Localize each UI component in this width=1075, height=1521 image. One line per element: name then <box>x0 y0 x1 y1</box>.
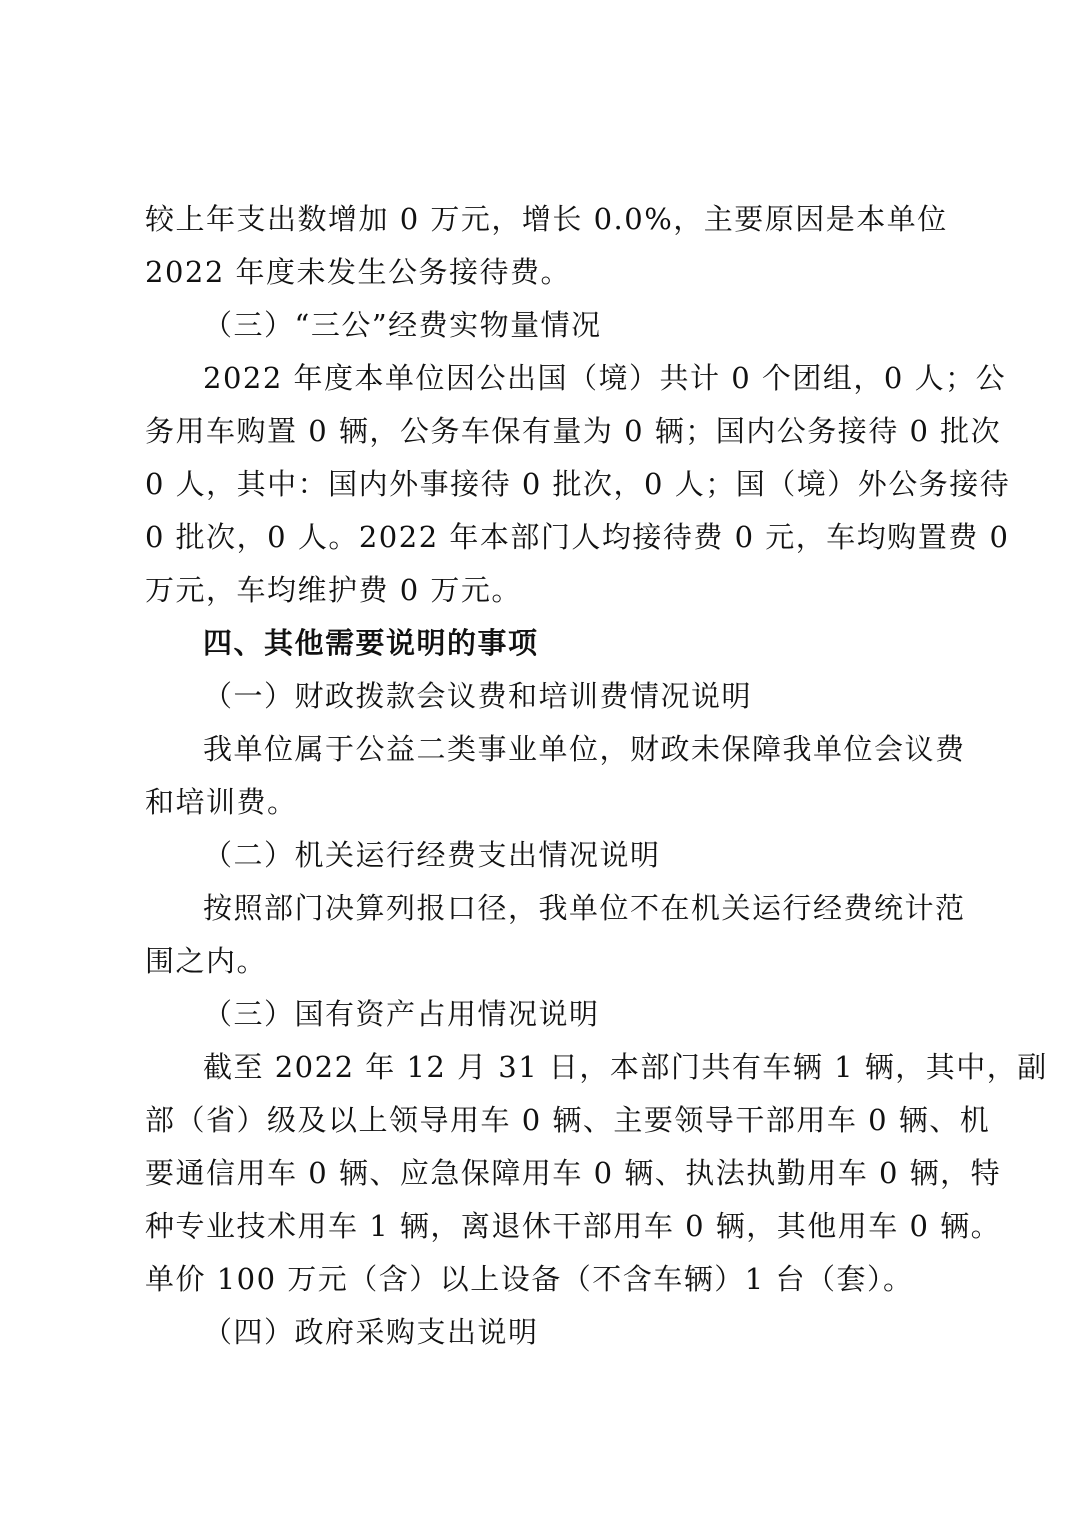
paragraph-line: 2022 年度未发生公务接待费。 <box>145 255 572 289</box>
paragraph-line: 2022 年度本单位因公出国（境）共计 0 个团组，0 人；公 <box>203 361 1007 395</box>
paragraph-line: 种专业技术用车 1 辆，离退休干部用车 0 辆，其他用车 0 辆。 <box>145 1209 1002 1243</box>
subsection-heading: （一）财政拨款会议费和培训费情况说明 <box>203 679 753 713</box>
paragraph-line: 围之内。 <box>145 944 268 978</box>
subsection-heading: （四）政府采购支出说明 <box>203 1315 539 1349</box>
document-body <box>145 193 1048 1359</box>
paragraph-line: 截至 2022 年 12 月 31 日，本部门共有车辆 1 辆，其中，副 <box>203 1050 1048 1084</box>
paragraph-line: 部（省）级及以上领导用车 0 辆、主要领导干部用车 0 辆、机 <box>145 1103 991 1137</box>
subsection-heading: （三）“三公”经费实物量情况 <box>203 308 602 342</box>
paragraph-line: 0 人，其中：国内外事接待 0 批次，0 人；国（境）外公务接待 <box>145 467 1011 501</box>
paragraph-line: 我单位属于公益二类事业单位，财政未保障我单位会议费 <box>203 732 966 766</box>
paragraph-line: 万元，车均维护费 0 万元。 <box>145 573 522 607</box>
section-heading: 四、其他需要说明的事项 <box>203 626 539 660</box>
paragraph-line: 0 批次，0 人。2022 年本部门人均接待费 0 元，车均购置费 0 <box>145 520 1010 554</box>
paragraph-line: 按照部门决算列报口径，我单位不在机关运行经费统计范 <box>203 891 966 925</box>
subsection-heading: （二）机关运行经费支出情况说明 <box>203 838 661 872</box>
paragraph-line: 要通信用车 0 辆、应急保障用车 0 辆、执法执勤用车 0 辆，特 <box>145 1156 1002 1190</box>
subsection-heading: （三）国有资产占用情况说明 <box>203 997 600 1031</box>
paragraph-line: 单价 100 万元（含）以上设备（不含车辆）1 台（套）。 <box>145 1262 914 1296</box>
paragraph-line: 和培训费。 <box>145 785 298 819</box>
paragraph-line: 较上年支出数增加 0 万元，增长 0.0%，主要原因是本单位 <box>145 202 948 236</box>
paragraph-line: 务用车购置 0 辆，公务车保有量为 0 辆；国内公务接待 0 批次 <box>145 414 1002 448</box>
